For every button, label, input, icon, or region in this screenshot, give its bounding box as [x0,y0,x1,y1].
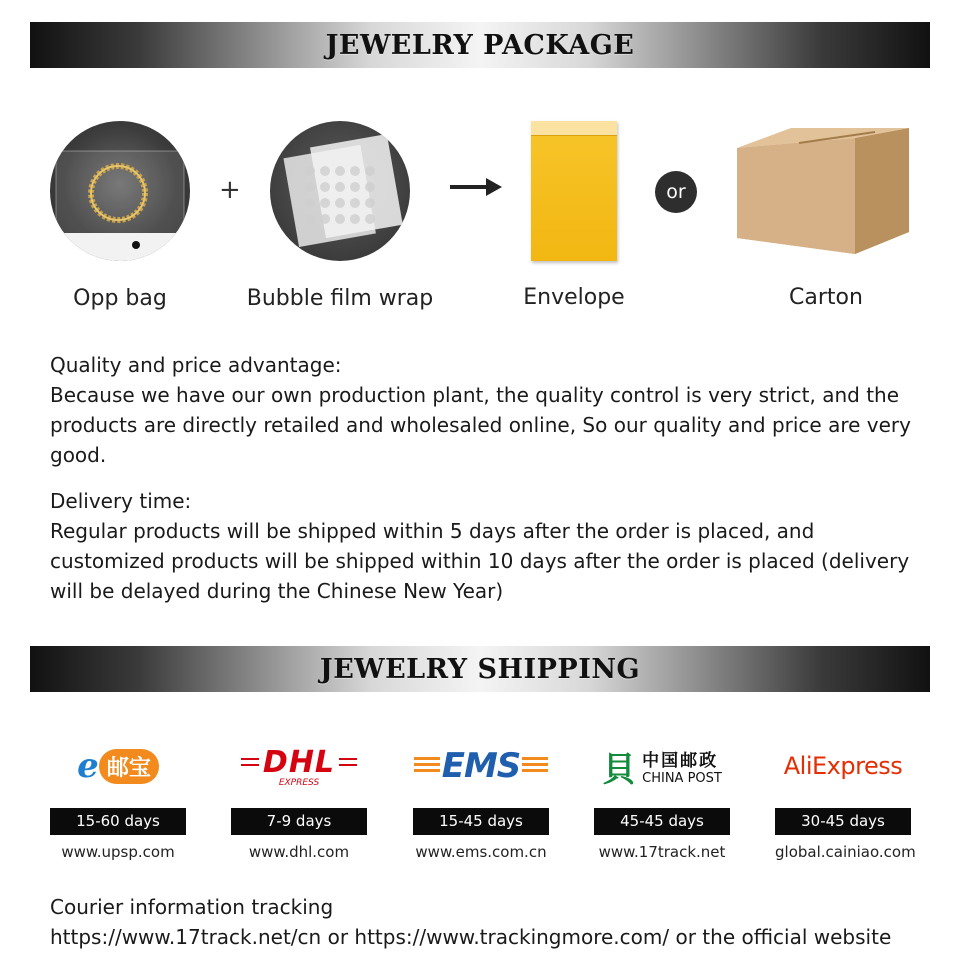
courier-days: 45-45 days [594,808,730,835]
tracking-section [50,892,920,952]
courier-site: www.dhl.com [248,843,350,861]
courier-site: www.upsp.com [61,843,175,861]
courier-dhl [231,730,367,861]
or-badge [655,171,697,213]
arrow-right-icon [450,176,502,202]
tracking-text: https://www.17track.net/cn or https://www.trackingmore.com/ or the official website [50,925,892,949]
epacket-logo: e 邮宝 [50,730,186,802]
dhl-logo: DHL EXPRESS [231,730,367,802]
bubble-wrap-label: Bubble film wrap [246,286,434,311]
opp-bag-image [50,121,190,261]
package-title: JEWELRY PACKAGE [325,29,635,61]
delivery-heading: Delivery time: [50,489,192,513]
courier-site: www.ems.com.cn [415,843,547,861]
courier-site: global.cainiao.com [775,843,916,861]
courier-ems [413,730,549,861]
or-text: or [666,181,686,203]
quality-section [50,350,920,470]
opp-bag-label: Opp bag [73,286,167,311]
china-post-logo: ⾙ 中国邮政 CHINA POST [594,730,730,802]
shipping-title: JEWELRY SHIPPING [319,653,641,685]
quality-heading: Quality and price advantage: [50,353,342,377]
courier-site: www.17track.net [598,843,726,861]
shipping-banner [30,646,930,692]
carton-label: Carton [789,285,863,310]
delivery-text: Regular products will be shipped within 5 days after the order is placed, and customized products will be shipped within 10 days after the order is placed (delivery will be delayed during the Chinese New Year) [50,519,910,603]
courier-epacket [50,730,186,861]
china-post-icon: ⾙ [602,749,637,790]
courier-china-post [594,730,730,861]
carton-image [735,120,911,264]
envelope-label: Envelope [523,285,625,310]
quality-text: Because we have our own production plant, the quality control is very strict, and the products are directly retailed and wholesaled online, So our quality and price are very good. [50,383,911,467]
aliexpress-logo: AliExpress [783,752,903,780]
courier-days: 15-60 days [50,808,186,835]
courier-aliexpress [775,730,916,861]
delivery-section [50,486,920,606]
tracking-heading: Courier information tracking [50,895,334,919]
courier-days: 30-45 days [775,808,911,835]
plus-sign: + [219,175,241,205]
package-banner [30,22,930,68]
envelope-image [531,121,617,261]
courier-days: 7-9 days [231,808,367,835]
courier-days: 15-45 days [413,808,549,835]
bubble-wrap-image [270,121,410,261]
ems-logo: EMS [413,730,549,802]
